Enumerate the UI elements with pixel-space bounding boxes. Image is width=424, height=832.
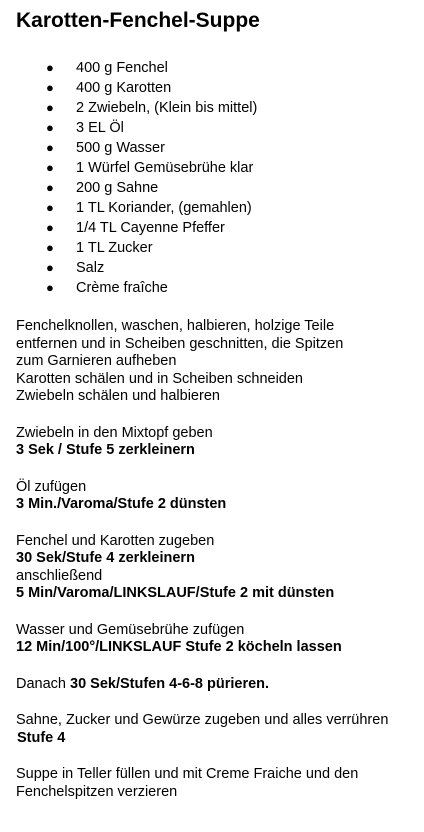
ingredient-label: 1/4 TL Cayenne Pfeffer [76,220,225,236]
step-setting: 30 Sek/Stufe 4 zerkleinern [16,550,195,566]
step-puree [16,676,416,694]
bullet-icon: ● [46,260,54,275]
ingredient-label: Salz [76,260,105,276]
step-setting: Stufe 4 [17,729,66,746]
step-text: Zwiebeln in den Mixtopf geben [16,424,213,441]
step-water [16,622,416,657]
bullet-icon: ● [46,120,54,135]
step-cream [16,712,416,747]
bullet-icon: ● [46,100,54,115]
ingredient-label: 200 g Sahne [76,180,159,196]
step-text: Fenchel und Karotten zugeben [16,532,215,549]
step-text: Fenchelknollen, waschen, halbieren, holzige Teile [16,318,335,334]
step-text: Karotten schälen und in Scheiben schneiden [16,370,303,387]
bullet-icon: ● [46,220,54,235]
ingredient-label: 1 Würfel Gemüsebrühe klar [76,160,254,176]
ingredient-label: Crème fraîche [76,280,168,296]
ingredient-label: 400 g Karotten [76,80,172,96]
step-text: anschließend [16,567,103,584]
step-setting: 3 Min./Varoma/Stufe 2 dünsten [16,496,227,512]
bullet-icon: ● [46,180,54,195]
step-text: Suppe in Teller füllen und mit Creme Fraiche und den [16,766,359,782]
ingredient-label: 500 g Wasser [76,140,165,156]
step-text: zum Garnieren aufheben [16,353,177,369]
step-text [16,676,416,694]
bullet-icon: ● [46,280,54,295]
step-vegetables [16,533,416,603]
step-setting: 30 Sek/Stufen 4-6-8 pürieren. [70,675,270,692]
ingredient-label: 3 EL Öl [76,120,124,136]
recipe-title: Karotten-Fenchel-Suppe [16,9,260,32]
step-oil [16,479,416,514]
ingredient-label: 400 g Fenchel [76,60,168,76]
bullet-icon: ● [46,200,54,215]
step-text: Wasser und Gemüsebrühe zufügen [16,621,245,638]
ingredient-label: 1 TL Koriander, (gemahlen) [76,200,252,216]
step-preparation [16,318,416,406]
ingredient-label: 2 Zwiebeln, (Klein bis mittel) [76,100,258,116]
step-text-prefix: Danach [16,675,71,692]
step-text: Zwiebeln schälen und halbieren [16,388,220,404]
step-setting: 3 Sek / Stufe 5 zerkleinern [16,442,195,458]
step-setting: 12 Min/100°/LINKSLAUF Stufe 2 köcheln lassen [16,639,342,655]
preparation-steps [16,318,416,820]
ingredient-label: 1 TL Zucker [76,240,153,256]
bullet-icon: ● [46,80,54,95]
bullet-icon: ● [46,240,54,255]
step-onions [16,425,416,460]
step-text: Sahne, Zucker und Gewürze zugeben und alles verrühren [16,712,389,728]
step-text: Öl zufügen [16,478,87,495]
step-serve [16,766,416,801]
bullet-icon: ● [46,140,54,155]
bullet-icon: ● [46,160,54,175]
step-setting: 5 Min/Varoma/LINKSLAUF/Stufe 2 mit dünsten [16,585,335,601]
step-text: Fenchelspitzen verzieren [16,783,178,800]
bullet-icon: ● [46,60,54,75]
step-text: entfernen und in Scheiben geschnitten, die Spitzen [16,335,344,352]
